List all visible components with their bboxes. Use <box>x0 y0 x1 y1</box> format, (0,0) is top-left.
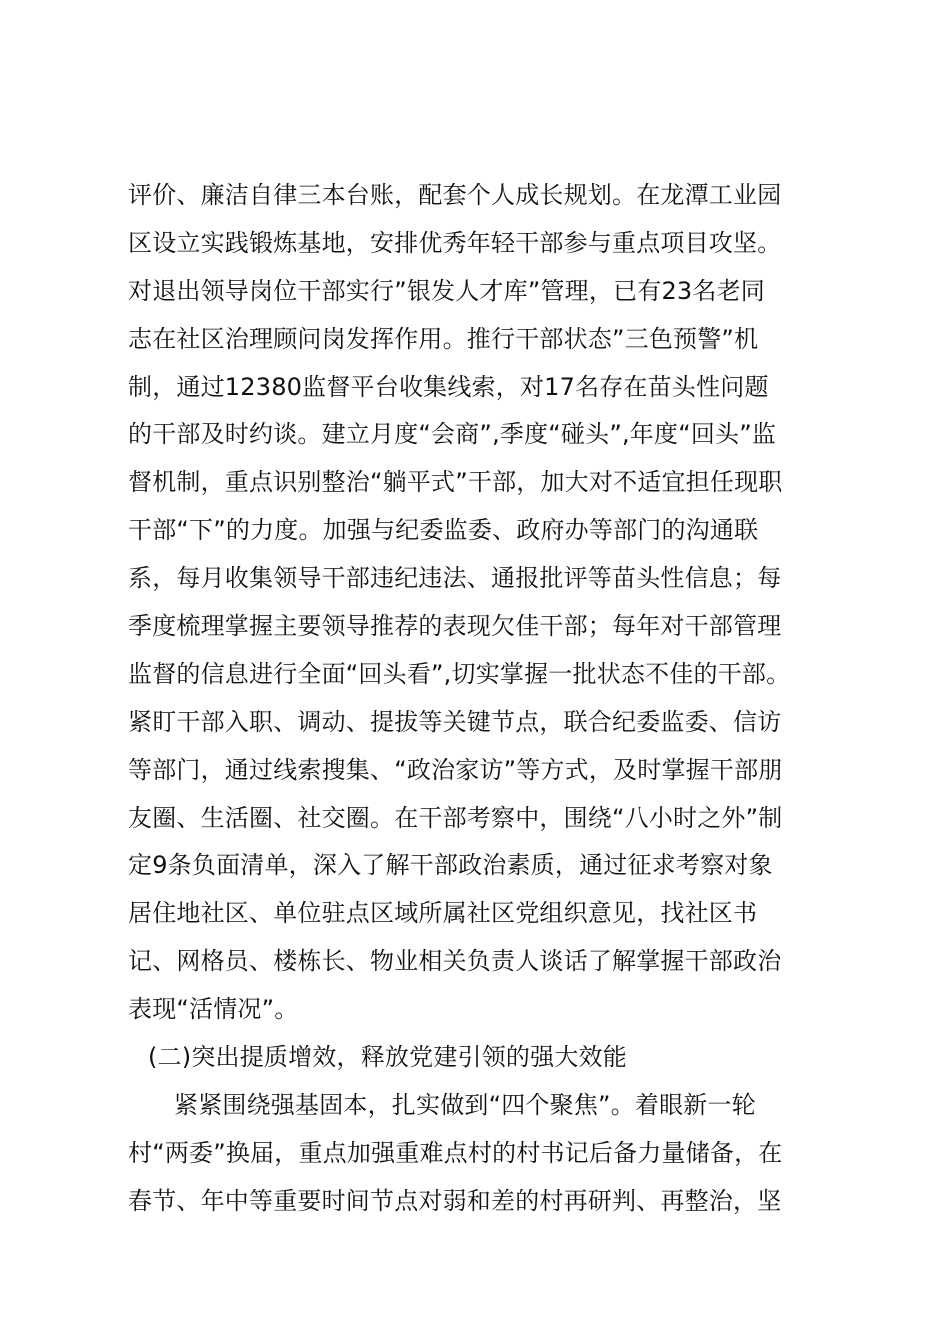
document-body <box>128 172 828 1226</box>
body-line: 干部“下”的力度。加强与纪委监委、政府办等部门的沟通联 <box>128 516 759 545</box>
body-line: 督机制，重点识别整治“躺平式”干部，加大对不适宜担任现职 <box>128 468 783 497</box>
body-line: 等部门，通过线索搜集、“政治家访”等方式，及时掌握干部朋 <box>128 755 783 784</box>
body-line: 记、网格员、楼栋长、物业相关负责人谈话了解掌握干部政治 <box>128 947 782 976</box>
body-line: 定9条负面清单，深入了解干部政治素质，通过征求考察对象 <box>128 851 773 880</box>
body-line: 志在社区治理顾问岗发挥作用。推行干部状态”三色预警”机 <box>128 324 759 353</box>
body-line: 友圈、生活圈、社交圈。在干部考察中，围绕“八小时之外”制 <box>128 803 783 832</box>
body-line: 季度梳理掌握主要领导推荐的表现欠佳干部；每年对干部管理 <box>128 612 782 641</box>
paragraph-first-line: 紧紧围绕强基固本，扎实做到“四个聚焦”。着眼新一轮 <box>174 1090 756 1119</box>
body-line: 评价、廉洁自律三本台账，配套个人成长规划。在龙潭工业园 <box>128 181 782 209</box>
body-line: 制，通过12380监督平台收集线索，对17名存在苗头性问题 <box>128 372 769 401</box>
body-line: 表现“活情况”。 <box>128 995 299 1024</box>
body-line: 的干部及时约谈。建立月度“会商”,季度“碰头”,年度“回头”监 <box>128 420 777 449</box>
body-line: 春节、年中等重要时间节点对弱和差的村再研判、再整治，坚 <box>128 1186 782 1215</box>
body-line: 居住地社区、单位驻点区域所属社区党组织意见，找社区书 <box>128 899 758 928</box>
body-line: 紧盯干部入职、调动、提拔等关键节点，联合纪委监委、信访 <box>128 707 782 736</box>
section-heading: (二)突出提质增效，释放党建引领的强大效能 <box>148 1043 627 1072</box>
body-line: 系，每月收集领导干部违纪违法、通报批评等苗头性信息；每 <box>128 564 782 593</box>
body-line: 监督的信息进行全面“回头看”,切实掌握一批状态不佳的干部。 <box>128 659 791 688</box>
body-line: 村“两委”换届，重点加强重难点村的村书记后备力量储备，在 <box>128 1138 783 1167</box>
body-line: 区设立实践锻炼基地，安排优秀年轻干部参与重点项目攻坚。 <box>128 228 782 257</box>
body-line: 对退出领导岗位干部实行”银发人才库”管理，已有23名老同 <box>128 276 766 305</box>
